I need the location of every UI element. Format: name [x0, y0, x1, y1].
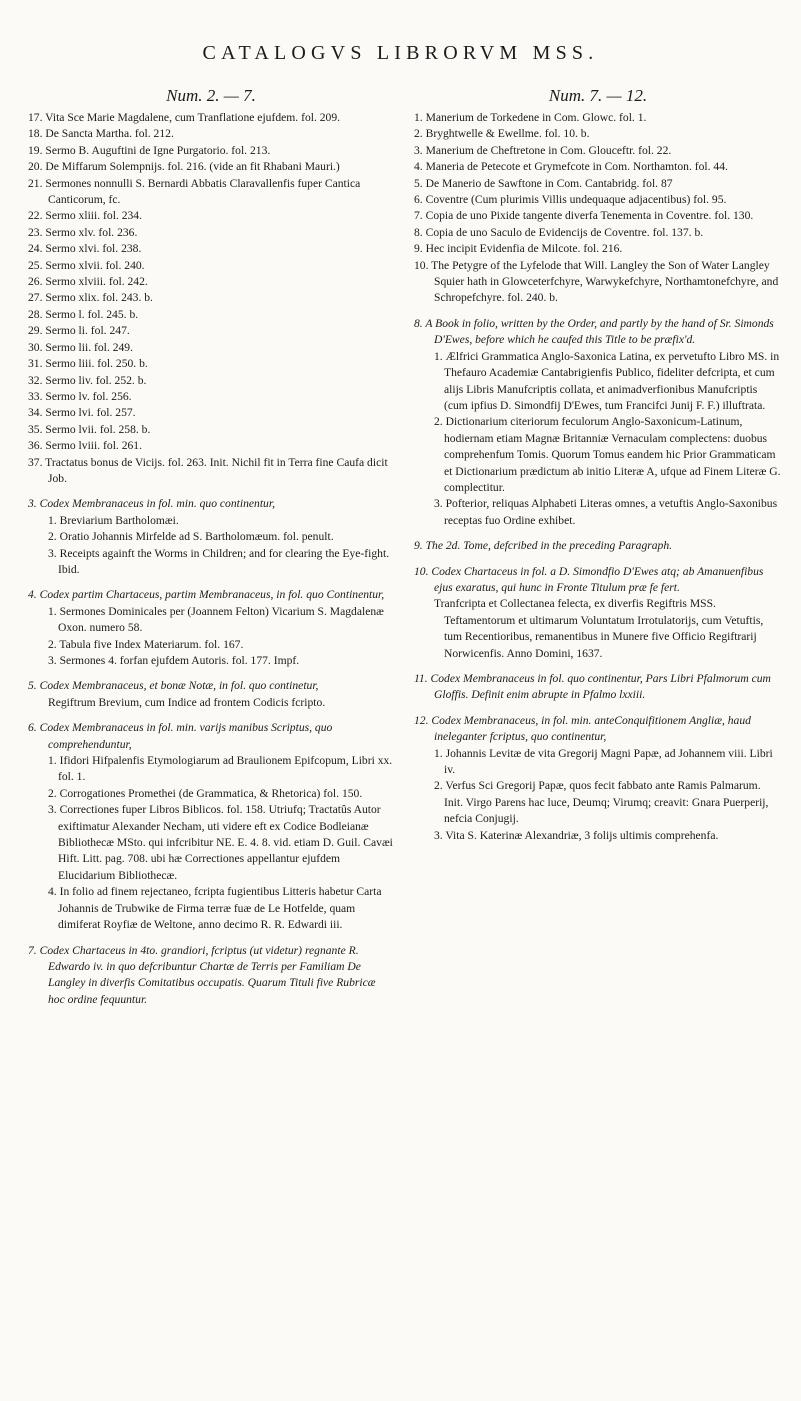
- catalogue-entry: 22. Sermo xliii. fol. 234.: [28, 209, 143, 223]
- codex-3-item-text: 2. Oratio Johannis Mirfelde ad S. Bartholomæum. fol. penult.: [48, 530, 334, 544]
- charter-entry: 8. Copia de uno Saculo de Evidencijs de Coventre. fol. 137. b.: [414, 225, 704, 239]
- codex-12-item-text: 3. Vita S. Katerinæ Alexandriæ, 3 folijs ultimis comprehenfa.: [434, 828, 719, 842]
- catalogue-entry: 31. Sermo liii. fol. 250. b.: [28, 357, 148, 371]
- charter-entry: 10. The Petygre of the Lyfelode that Will. Langley the Son of Water Langley Squier hath in Glowceterfchyre, Warwykefchyre, Northamtonefchyre, and Schropefchyre. fol. 240. b.: [414, 258, 779, 305]
- catalogue-entry: 33. Sermo lv. fol. 256.: [28, 389, 132, 403]
- codex-3-item-text: 1. Breviarium Bartholomæi.: [48, 513, 179, 527]
- charter-entry: 6. Coventre (Cum plurimis Villis undequaque adjacentibus) fol. 95.: [414, 193, 727, 207]
- codex-6-heading: 6. Codex Membranaceus in fol. min. varijs manibus Scriptus, quo comprehenduntur,: [28, 721, 333, 751]
- left-number-range: Num. 2. — 7.: [166, 86, 256, 105]
- catalogue-entry: 24. Sermo xlvi. fol. 238.: [28, 242, 142, 256]
- catalogue-entry: 28. Sermo l. fol. 245. b.: [28, 307, 139, 321]
- codex-6-item: [28, 802, 394, 884]
- catalogue-entry: 35. Sermo lvii. fol. 258. b.: [28, 422, 151, 436]
- codex-6-item: [28, 786, 394, 802]
- codex-4-item-text: 2. Tabula five Index Materiarum. fol. 167.: [48, 637, 244, 651]
- codex-6-item-text: 2. Corrogationes Promethei (de Grammatica, & Rhetorica) fol. 150.: [48, 786, 363, 800]
- codex-9-entry: 9. The 2d. Tome, defcribed in the preceding Paragraph.: [414, 539, 673, 553]
- catalogue-entry: 37. Tractatus bonus de Vicijs. fol. 263. Init. Nichil fit in Terra fine Caufa dicit Job.: [28, 455, 388, 485]
- codex-12-heading: 12. Codex Membranaceus, in fol. min. anteConquifitionem Angliæ, haud ineleganter fcriptus, quo continentur,: [414, 713, 751, 744]
- codex-8-item-text: 3. Pofterior, reliquas Alphabeti Literas omnes, a vetuftis Anglo-Saxonibus receptas fuo Ordine exhibet.: [434, 497, 778, 527]
- codex-3-items: [28, 513, 394, 579]
- left-entry-list: [28, 110, 394, 487]
- codex-8-items: [414, 349, 782, 529]
- codex-5-heading: 5. Codex Membranaceus, et bonæ Notæ, in fol. quo continetur,: [28, 679, 319, 693]
- codex-12-item-text: 1. Johannis Levitæ de vita Gregorij Magni Papæ, ad Johannem viii. Libri iv.: [434, 746, 773, 777]
- codex-8-item-text: 2. Dictionarium citeriorum feculorum Anglo-Saxonicum-Latinum, hodiernam etiam Magnæ Britanniæ Vernaculam complectens: duobus comprehenfum Tomis. Quorum Tomus eandem hic Prior Grammaticam et Dictionarium prædictum ab initio Literæ A, ufque ad Finem Literæ G. complectitur.: [434, 415, 781, 494]
- codex-5-items: [28, 695, 394, 711]
- codex-6-item-text: 3. Correctiones fuper Libros Biblicos. fol. 158. Utriufq; Tractatûs Autor exiftimatur Alexander Necham, uti videre eft ex Codice Bodleianæ Bibliothecæ MSto. qui infcribitur NE. E. 4. 8. vid. etiam D. Guil. Cavæi Hift. Litt. pag. 708. ubi hæ Correctiones appellantur ejufdem Elucidarium Bibliothecæ.: [48, 803, 393, 882]
- catalogue-entry: 25. Sermo xlvii. fol. 240.: [28, 258, 145, 272]
- charter-entry: 1. Manerium de Torkedene in Com. Glowc. fol. 1.: [414, 111, 647, 124]
- codex-5-item: [28, 695, 394, 711]
- codex-11-entry: 11. Codex Membranaceus in fol. quo continentur, Pars Libri Pfalmorum cum Gloffis. Definit enim abrupte in Pfalmo lxxiii.: [414, 672, 771, 702]
- codex-3-item: [28, 529, 394, 545]
- left-column: [28, 86, 394, 1008]
- codex-12-item: [414, 746, 782, 779]
- codex-3-item: [28, 513, 394, 529]
- codex-10-heading: 10. Codex Chartaceus in fol. a D. Simondfio D'Ewes atq; ab Amanuenfibus ejus exaratus, qui hunc in Fronte Titulum præ fe fert.: [414, 564, 764, 594]
- codex-6-items: [28, 753, 394, 933]
- codex-3-item-text: 3. Receipts againft the Worms in Children; and for clearing the Eye-fight. Ibid.: [48, 546, 390, 576]
- codex-8-item-text: 1. Ælfrici Grammatica Anglo-Saxonica Latina, ex pervetufto Libro MS. in Thefauro Academiæ Cantabrigienfis Publico, fideliter defcripta, et cum alijs Libris Manufcriptis collata, et animadverfionibus Manufcriptis (cum ipfius D. Simondfij D'Ewes, tum Francifci Junij F. F.) illuftrata.: [434, 349, 780, 412]
- codex-6-item-text: 1. Ifidori Hifpalenfis Etymologiarum ad Braulionem Epifcopum, Libri xx. fol. 1.: [48, 754, 393, 784]
- codex-8-item: [414, 414, 782, 496]
- catalogue-entry: 36. Sermo lviii. fol. 261.: [28, 439, 143, 453]
- catalogue-entry: 30. Sermo lii. fol. 249.: [28, 340, 133, 354]
- codex-3-heading: 3. Codex Membranaceus in fol. min. quo continentur,: [28, 497, 275, 511]
- catalogue-entry: 29. Sermo li. fol. 247.: [28, 324, 130, 338]
- langley-charter-list: [414, 110, 782, 307]
- codex-6-item: [28, 753, 394, 786]
- codex-3-item: [28, 546, 394, 579]
- codex-5-item-text: Regiftrum Brevium, cum Indice ad frontem Codicis fcripto.: [48, 695, 326, 709]
- catalogue-entry: 26. Sermo xlviii. fol. 242.: [28, 275, 148, 289]
- charter-entry: 4. Maneria de Petecote et Grymefcote in Com. Northamton. fol. 44.: [414, 160, 728, 174]
- charter-entry: 5. De Manerio de Sawftone in Com. Cantabridg. fol. 87: [414, 176, 673, 190]
- catalogue-entry: 23. Sermo xlv. fol. 236.: [28, 225, 138, 239]
- codex-10-item-text: Tranfcripta et Collectanea felecta, ex diverfis Regiftris MSS. Teftamentorum et ultimarum Voluntatum Irrotulatorijs, cum Vetuftis, tum Recentioribus, remanentibus in Munere five Officio Regiftrarij Norwicenfis. Anno Domini, 1637.: [434, 597, 764, 660]
- codex-12-items: [414, 746, 782, 844]
- catalogue-entry: 32. Sermo liv. fol. 252. b.: [28, 373, 147, 387]
- codex-8-heading: 8. A Book in folio, written by the Order, and partly by the hand of Sr. Simonds D'Ewes, before which he caufed this Title to be præfix'd.: [414, 316, 774, 347]
- catalogue-entry: 20. De Miffarum Solempnijs. fol. 216. (vide an fit Rhabani Mauri.): [28, 160, 340, 174]
- codex-4-items: [28, 604, 394, 670]
- codex-4-item-text: 1. Sermones Dominicales per (Joannem Felton) Vicarium S. Magdalenæ Oxon. numero 58.: [48, 604, 384, 635]
- catalogue-entry: 19. Sermo B. Auguftini de Igne Purgatorio. fol. 213.: [28, 143, 271, 157]
- charter-entry: 7. Copia de uno Pixide tangente diverfa Tenementa in Coventre. fol. 130.: [414, 209, 754, 223]
- codex-12-item: [414, 828, 782, 844]
- codex-10-item: [414, 596, 782, 662]
- codex-4-item: [28, 653, 394, 669]
- catalogue-entry: 18. De Sancta Martha. fol. 212.: [28, 127, 174, 141]
- catalogue-entry: 27. Sermo xlix. fol. 243. b.: [28, 291, 153, 305]
- codex-8-item: [414, 496, 782, 529]
- charter-entry: 3. Manerium de Cheftretone in Com. Glouceftr. fol. 22.: [414, 143, 672, 157]
- right-column: [414, 86, 782, 844]
- codex-4-item: [28, 637, 394, 653]
- catalogue-entry: 21. Sermones nonnulli S. Bernardi Abbatis Claravallenfis fuper Cantica Canticorum, fc.: [28, 176, 361, 207]
- codex-4-heading: 4. Codex partim Chartaceus, partim Membranaceus, in fol. quo Continentur,: [28, 588, 385, 602]
- codex-10-items: [414, 596, 782, 662]
- codex-12-item: [414, 778, 782, 827]
- charter-entry: 2. Bryghtwelle & Ewellme. fol. 10. b.: [414, 127, 590, 141]
- codex-4-item-text: 3. Sermones 4. forfan ejufdem Autoris. fol. 177. Impf.: [48, 654, 300, 667]
- catalogue-entry: 34. Sermo lvi. fol. 257.: [28, 406, 136, 420]
- codex-8-item: [414, 349, 782, 415]
- codex-4-item: [28, 604, 394, 637]
- page-header: CATALOGVS LIBRORVM MSS.: [202, 42, 599, 64]
- charter-entry: 9. Hec incipit Evidenfia de Milcote. fol. 216.: [414, 242, 623, 256]
- catalogue-entry: 17. Vita Sce Marie Magdalene, cum Tranflatione ejufdem. fol. 209.: [28, 111, 341, 124]
- codex-7-heading: 7. Codex Chartaceus in 4to. grandiori, fcriptus (ut videtur) regnante R. Edwardo iv. in quo defcribuntur Chartæ de Terris per Familiam De Langley in diverfis Comitatibus occupatis. Quarum Tituli five Rubricæ hoc ordine fequuntur.: [28, 943, 376, 1006]
- codex-6-item: [28, 884, 394, 933]
- right-number-range: Num. 7. — 12.: [548, 86, 648, 105]
- codex-12-item-text: 2. Verfus Sci Gregorij Papæ, quos fecit fabbato ante Ramis Palmarum. Init. Virgo Parens hac luce, Deumq; Virumq; creavit: Gnara Puerperij, nefcia Conjugij.: [434, 779, 769, 826]
- codex-6-item-text: 4. In folio ad finem rejectaneo, fcripta fugientibus Litteris habetur Carta Johannis de Trubwike de Firma terræ fuæ de Le Hotfelde, quam dimiferat Royfiæ de Weltone, anno decimo R. R. Edwardi iii.: [48, 885, 382, 932]
